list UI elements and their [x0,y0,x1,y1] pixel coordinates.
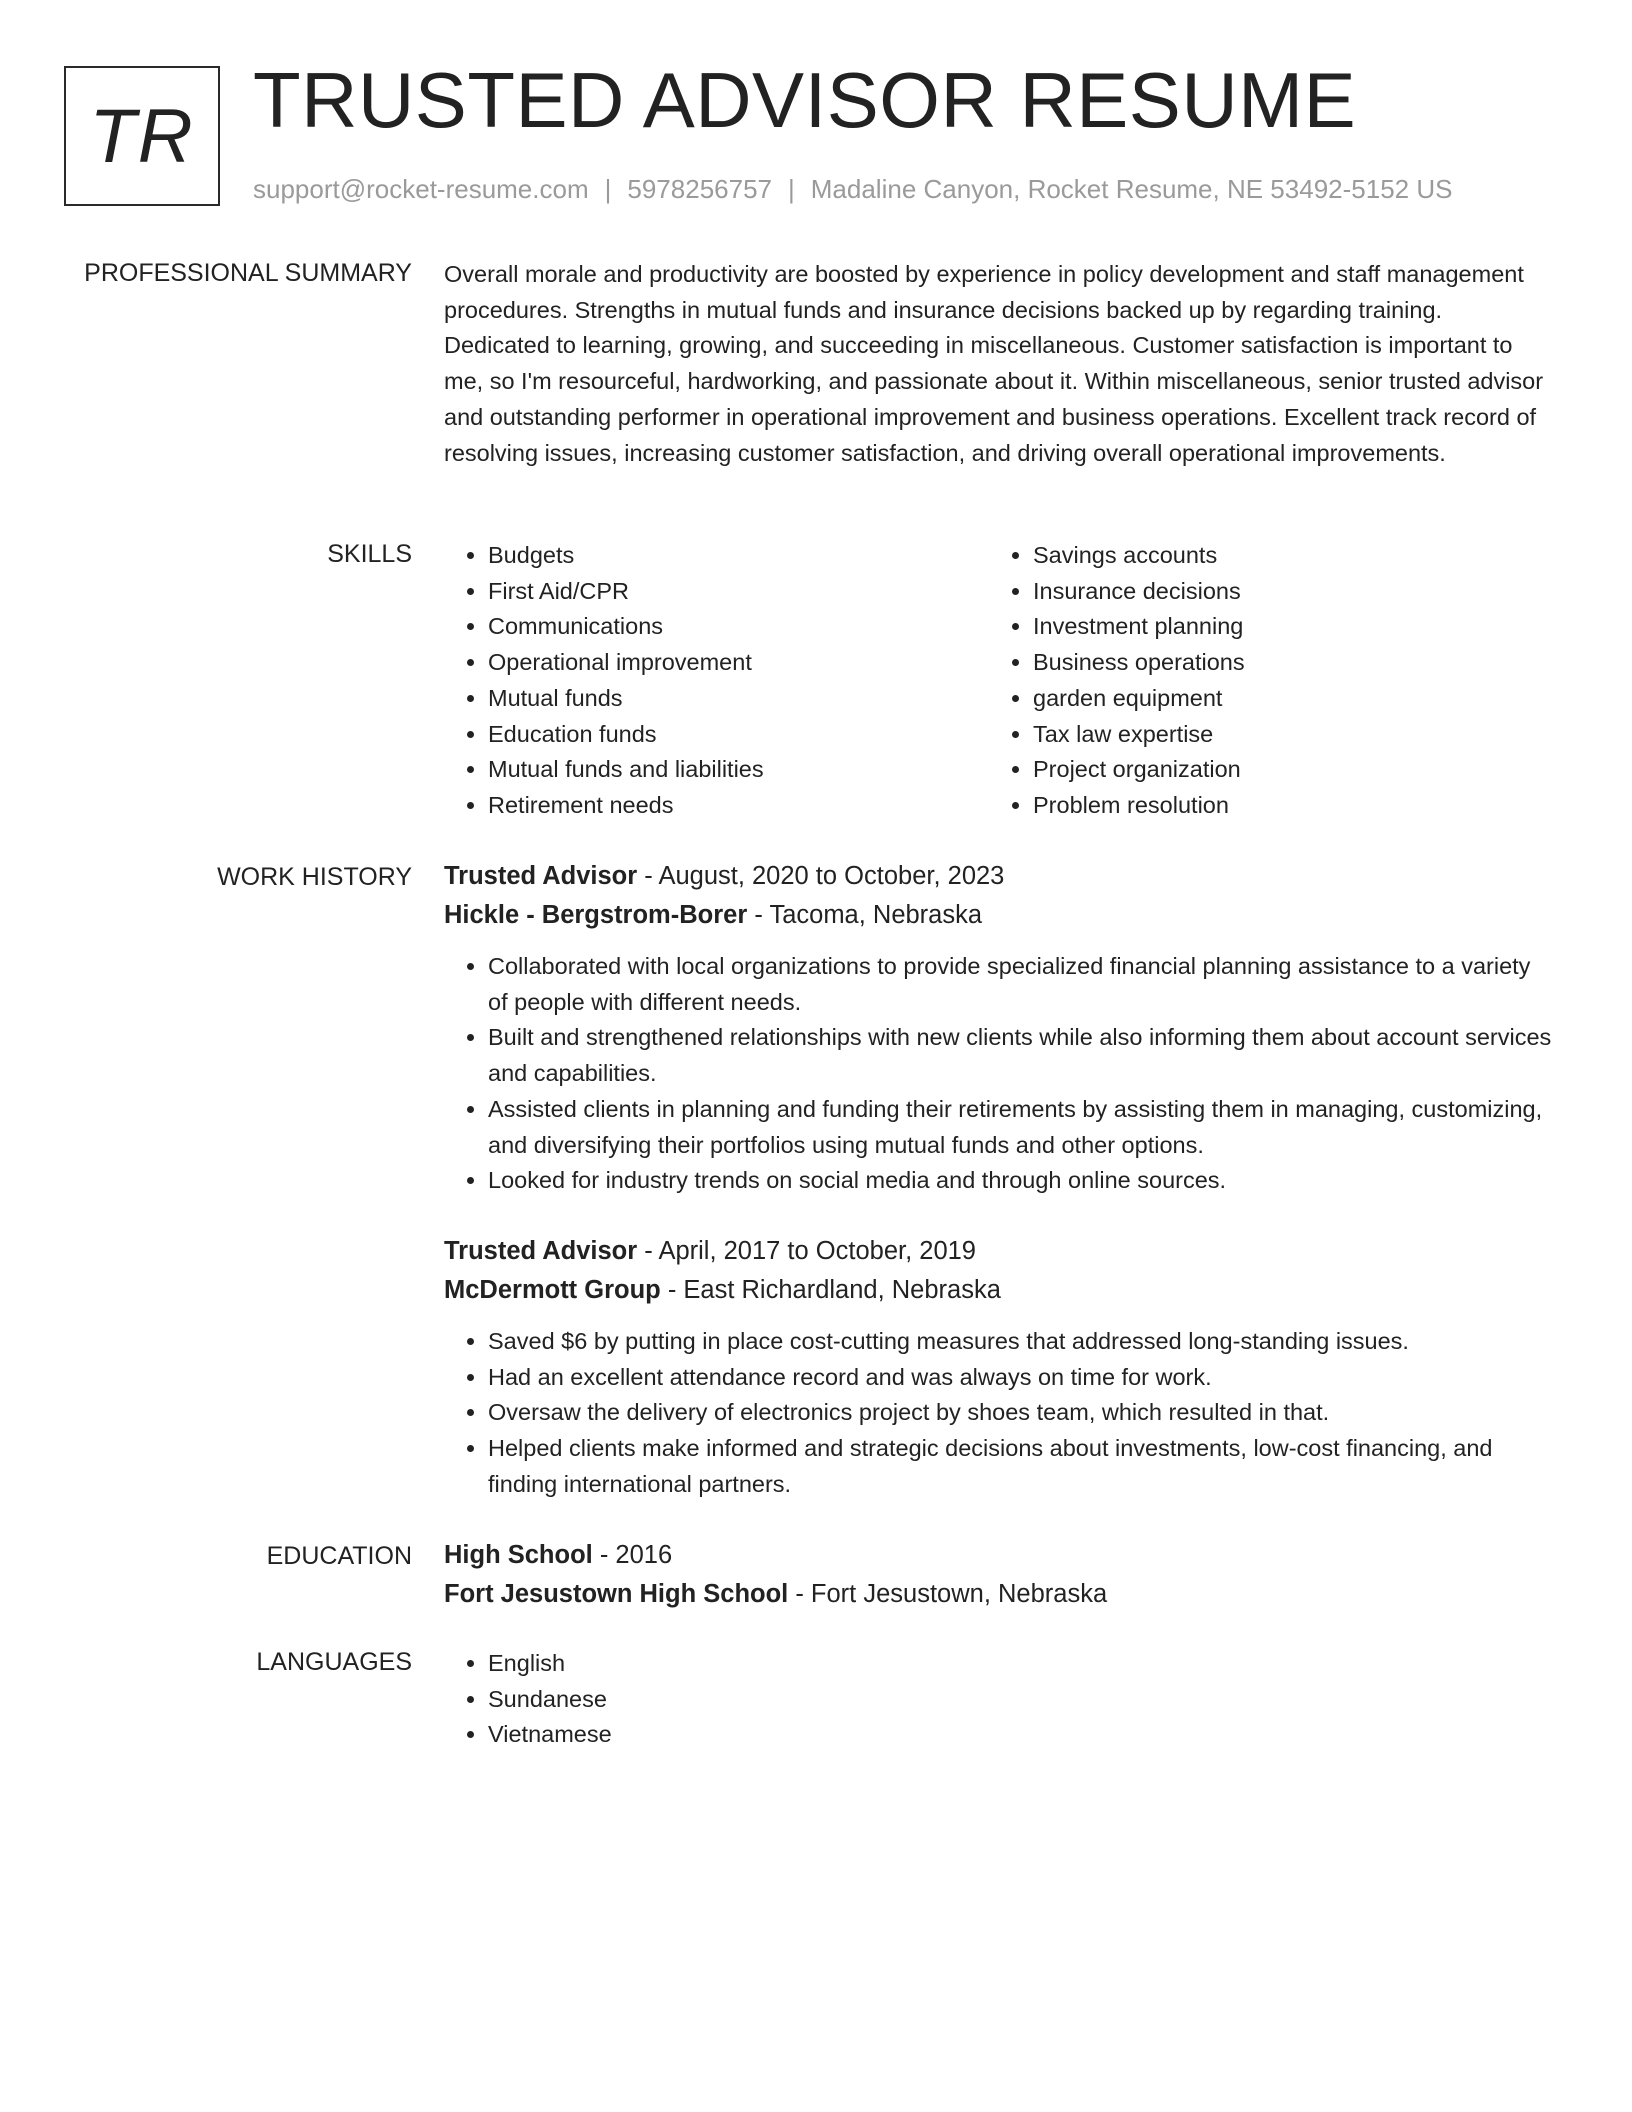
skill-item: • Problem resolution [1033,788,1534,824]
summary-section [444,257,1552,471]
skill-item: • Tax law expertise [1033,717,1534,753]
skill-item: • Mutual funds [488,681,989,717]
skill-item: • Communications [488,609,989,645]
job-duties-list [444,949,1552,1199]
job-duty-item: • Collaborated with local organizations to provide specialized financial planning assistance to a variety of people with different needs. [488,949,1552,1020]
education-school: Fort Jesustown High School [444,1580,789,1608]
contact-separator: | [604,174,612,204]
skill-item: • Operational improvement [488,645,989,681]
contact-address: Madaline Canyon, Rocket Resume, NE 53492-5152 US [810,174,1453,204]
section-label-languages: LANGUAGES [256,1648,412,1676]
education-degree-line [444,1536,1552,1575]
skill-item: • Budgets [488,538,989,574]
job-duties-list [444,1324,1552,1503]
monogram-badge: TR [64,66,220,206]
job-company: McDermott Group [444,1276,661,1304]
skill-item: • Business operations [1033,645,1534,681]
languages-section [444,1646,1552,1753]
skills-column-left [444,538,989,824]
section-label-education: EDUCATION [266,1542,412,1570]
job-duty-item: • Looked for industry trends on social media and through online sources. [488,1163,1552,1199]
job-duty-item: • Helped clients make informed and strategic decisions about investments, low-cost financing, and finding international partners. [488,1431,1552,1502]
job-duty-item: • Saved $6 by putting in place cost-cutting measures that addressed long-standing issues. [488,1324,1552,1360]
section-label-work-history: WORK HISTORY [217,863,412,891]
job-title: Trusted Advisor [444,862,638,890]
job-duty-item: • Had an excellent attendance record and was always on time for work. [488,1360,1552,1396]
job-company: Hickle - Bergstrom-Borer [444,901,748,929]
summary-text: Overall morale and productivity are boosted by experience in policy development and staff management procedures. Strengths in mutual funds and insurance decisions backed up by regarding training. Dedicated to learning, growing, and succeeding in miscellaneous. Customer satisfaction is important to me, so I'm resourceful, hardworking, and passionate about it. Within miscellaneous, senior trusted advisor and outstanding performer in operational improvement and business operations. Excellent track record of resolving issues, increasing customer satisfaction, and driving overall operational improvements. [444,261,1544,466]
education-school-line [444,1575,1552,1614]
skills-column-right [989,538,1534,824]
job-duty-item: • Built and strengthened relationships with new clients while also informing them about account services and capabilities. [488,1020,1552,1091]
skill-item: • First Aid/CPR [488,574,989,610]
section-label-summary: PROFESSIONAL SUMMARY [84,259,412,287]
contact-separator: | [788,174,795,204]
contact-email[interactable]: support@rocket-resume.com [253,174,589,204]
resume-title: TRUSTED ADVISOR RESUME [253,56,1357,144]
job-duty-item: • Oversaw the delivery of electronics project by shoes team, which resulted in that. [488,1395,1552,1431]
job-company-line [444,1271,1552,1310]
job-title: Trusted Advisor [444,1237,638,1265]
job-dates: - April, 2017 to October, 2019 [637,1237,976,1265]
skill-item: • Mutual funds and liabilities [488,752,989,788]
skill-item: • Investment planning [1033,609,1534,645]
job-dates: - August, 2020 to October, 2023 [637,862,1005,890]
job-title-line [444,857,1552,896]
job-title-line [444,1232,1552,1271]
skill-item: • garden equipment [1033,681,1534,717]
skill-item: • Insurance decisions [1033,574,1534,610]
skills-section [444,538,1552,824]
skill-item: • Education funds [488,717,989,753]
job-duty-item: • Assisted clients in planning and funding their retirements by assisting them in managing, customizing, and diversifying their portfolios using mutual funds and other options. [488,1092,1552,1163]
skill-item: • Retirement needs [488,788,989,824]
language-item: • Vietnamese [488,1717,1552,1753]
job-entry [444,1232,1552,1503]
section-label-skills: SKILLS [327,540,412,568]
language-item: • Sundanese [488,1682,1552,1718]
education-location: - Fort Jesustown, Nebraska [788,1580,1108,1608]
skill-item: • Savings accounts [1033,538,1534,574]
skill-item: • Project organization [1033,752,1534,788]
job-location: - East Richardland, Nebraska [660,1276,1001,1304]
language-item: • English [488,1646,1552,1682]
education-year: - 2016 [592,1541,673,1569]
education-section [444,1536,1552,1614]
job-entry [444,857,1552,1199]
contact-phone[interactable]: 5978256757 [627,174,772,204]
education-degree: High School [444,1541,593,1569]
job-location: - Tacoma, Nebraska [747,901,983,929]
job-company-line [444,896,1552,935]
contact-line [253,172,1452,206]
